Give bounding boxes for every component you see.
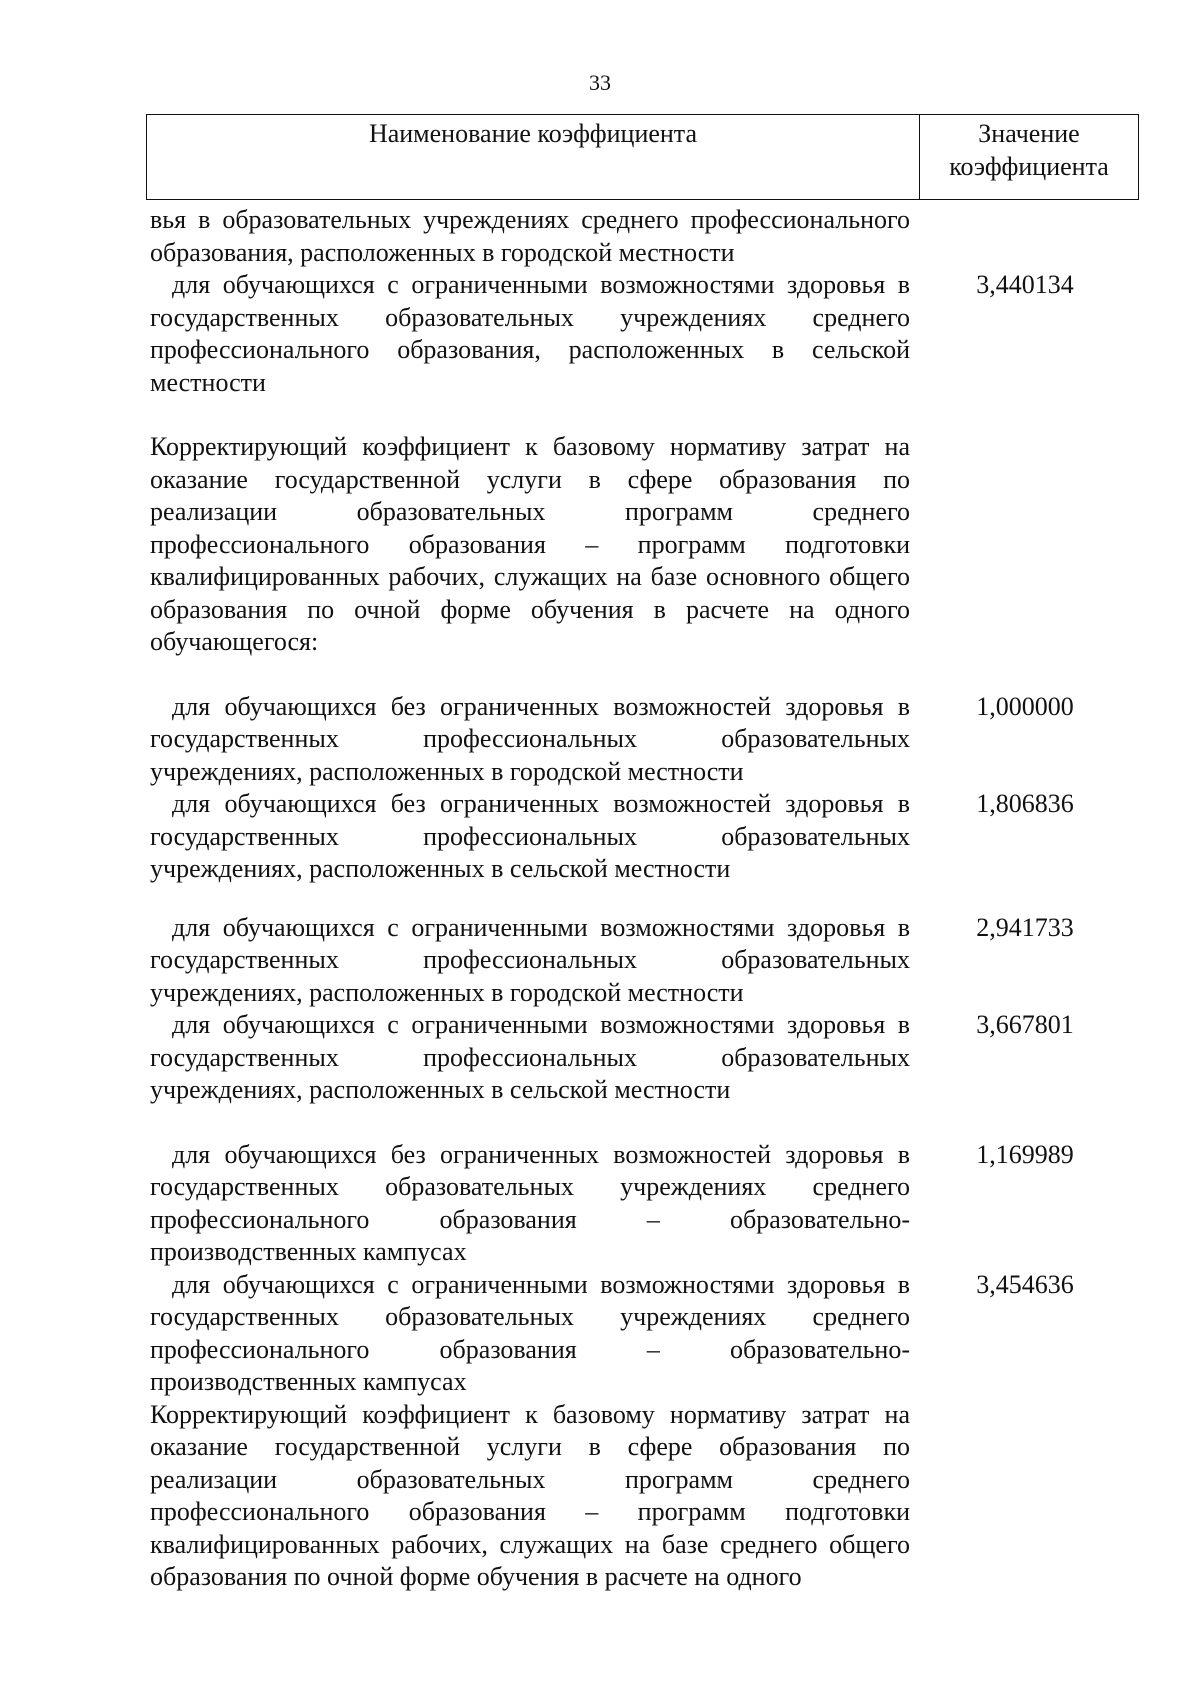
coefficient-name: для обучающихся с ограниченными возможностями здоровья в государственных профессиональных образовательных учреждениях, расположенных в сельской местности	[150, 1010, 910, 1104]
table-row	[150, 269, 1140, 399]
coefficient-table-header	[146, 114, 1139, 200]
table-row	[150, 204, 1140, 269]
table-row	[150, 912, 1140, 1010]
coefficient-name: для обучающихся с ограниченными возможностями здоровья в государственных образовательных учреждениях среднего профессионального образования, расположенных в сельской местности	[150, 270, 910, 397]
coefficient-name: для обучающихся без ограниченных возможностей здоровья в государственных профессиональных образовательных учреждениях, расположенных в городской местности	[150, 691, 910, 786]
table-row	[150, 1269, 1140, 1399]
coefficient-name: для обучающихся без ограниченных возможностей здоровья в государственных профессиональных образовательных учреждениях, расположенных в сельской местности	[150, 789, 910, 883]
coefficient-name: вья в образовательных учреждениях среднего профессионального образования, расположенных в городской местности	[150, 205, 910, 267]
coefficient-value: 2,941733	[976, 912, 1074, 942]
coefficient-table-body	[150, 204, 1140, 1594]
coefficient-section-heading: Корректирующий коэффициент к базовому нормативу затрат на оказание государственной услуги в сфере образования по реализации образовательных программ среднего профессионального образования – программ подготовки квалифицированных рабочих, служащих на базе среднего общего образования по очной форме обучения в расчете на одного	[150, 1399, 910, 1591]
coefficient-value: 1,169989	[976, 1139, 1074, 1169]
page-number: 33	[589, 70, 611, 95]
coefficient-name: для обучающихся без ограниченных возможностей здоровья в государственных образовательных учреждениях среднего профессионального образования – образовательно-производственных кампусах	[150, 1139, 910, 1266]
coefficient-name: для обучающихся с ограниченными возможностями здоровья в государственных профессиональных образовательных учреждениях, расположенных в городской местности	[150, 912, 910, 1007]
coefficient-value: 1,000000	[976, 691, 1074, 721]
coefficient-section-heading: Корректирующий коэффициент к базовому нормативу затрат на оказание государственной услуги в сфере образования по реализации образовательных программ среднего профессионального образования – программ подготовки квалифицированных рабочих, служащих на базе основного общего образования по очной форме обучения в расчете на одного обучающегося:	[150, 432, 910, 656]
column-header-value: Значение коэффициента	[920, 115, 1139, 200]
coefficient-value: 3,667801	[976, 1010, 1074, 1039]
coefficient-value: 3,440134	[976, 270, 1074, 299]
table-row	[150, 788, 1140, 886]
coefficient-value: 3,454636	[976, 1269, 1074, 1299]
column-header-name: Наименование коэффициента	[147, 115, 920, 200]
table-row	[150, 691, 1140, 789]
table-row	[150, 1139, 1140, 1269]
coefficient-value: 1,806836	[976, 789, 1074, 818]
table-row	[150, 1009, 1140, 1107]
table-row	[150, 1399, 1140, 1594]
table-row	[150, 431, 1140, 659]
coefficient-name: для обучающихся с ограниченными возможностями здоровья в государственных образовательных учреждениях среднего профессионального образования – образовательно-производственных кампусах	[150, 1269, 910, 1396]
